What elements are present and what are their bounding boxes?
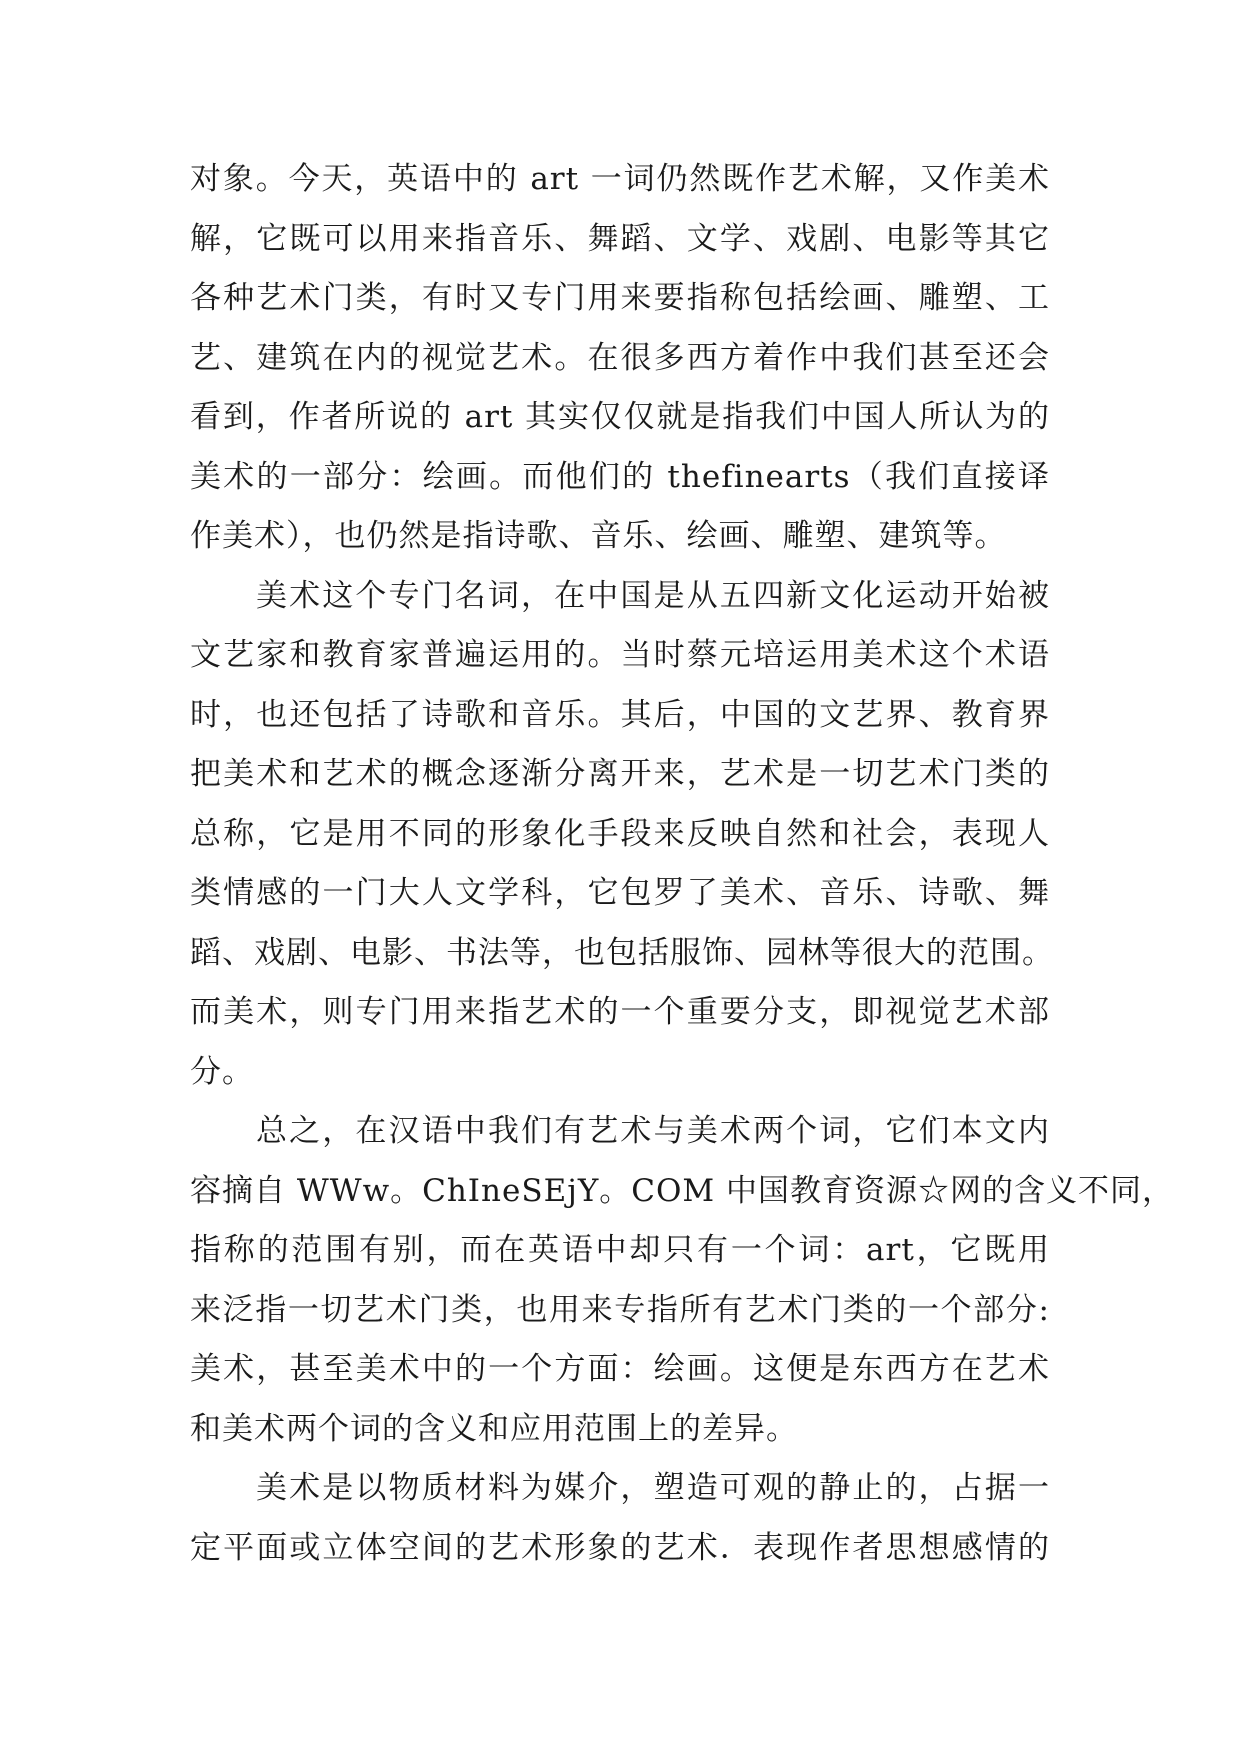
text-line: 蹈、戏剧、电影、书法等，也包括服饰、园林等很大的范围。 (190, 934, 1054, 971)
paragraph-1 (190, 150, 1050, 567)
paragraph-4 (190, 1459, 1050, 1578)
text-line: 文艺家和教育家普遍运用的。当时蔡元培运用美术这个术语 (190, 637, 1050, 673)
text-line: 作美术），也仍然是指诗歌、音乐、绘画、雕塑、建筑等。 (190, 518, 1007, 554)
text-line: 定平面或立体空间的艺术形象的艺术．表现作者思想感情的 (190, 1529, 1050, 1566)
text-line: 分。 (190, 1053, 254, 1090)
text-line: 各种艺术门类，有时又专门用来要指称包括绘画、雕塑、工 (190, 280, 1050, 316)
text-line: 而美术，则专门用来指艺术的一个重要分支，即视觉艺术部 (190, 994, 1050, 1030)
text-line: 美术是以物质材料为媒介，塑造可观的静止的，占据一 (256, 1470, 1050, 1506)
text-line: 把美术和艺术的概念逐渐分离开来，艺术是一切艺术门类的 (190, 756, 1050, 792)
body-text (190, 150, 1175, 1578)
text-line: 指称的范围有别，而在英语中却只有一个词：art，它既用 (190, 1232, 1050, 1268)
text-line: 时，也还包括了诗歌和音乐。其后，中国的文艺界、教育界 (190, 696, 1050, 733)
text-line: 和美术两个词的含义和应用范围上的差异。 (190, 1410, 798, 1447)
text-line: 来泛指一切艺术门类，也用来专指所有艺术门类的一个部分: (190, 1291, 1050, 1328)
text-line: 艺、建筑在内的视觉艺术。在很多西方着作中我们甚至还会 (190, 339, 1050, 376)
text-line: 总称，它是用不同的形象化手段来反映自然和社会，表现人 (190, 815, 1050, 852)
text-line: 美术这个专门名词，在中国是从五四新文化运动开始被 (256, 577, 1050, 614)
text-line: 看到，作者所说的 art 其实仅仅就是指我们中国人所认为的 (190, 399, 1050, 435)
text-line: 解，它既可以用来指音乐、舞蹈、文学、戏剧、电影等其它 (190, 220, 1050, 257)
text-line: 容摘自 WWw。ChIneSEjY。COM 中国教育资源☆网的含义不同， (190, 1172, 1175, 1209)
text-line: 类情感的一门大人文学科，它包罗了美术、音乐、诗歌、舞 (190, 875, 1050, 911)
text-line: 美术的一部分：绘画。而他们的 thefinearts（我们直接译 (190, 458, 1050, 495)
text-line: 总之，在汉语中我们有艺术与美术两个词，它们本文内 (256, 1113, 1050, 1149)
text-line: 对象。今天，英语中的 art 一词仍然既作艺术解，又作美术 (190, 161, 1050, 197)
paragraph-2 (190, 567, 1054, 1103)
text-line: 美术，甚至美术中的一个方面：绘画。这便是东西方在艺术 (190, 1351, 1050, 1387)
paragraph-3 (190, 1102, 1175, 1459)
